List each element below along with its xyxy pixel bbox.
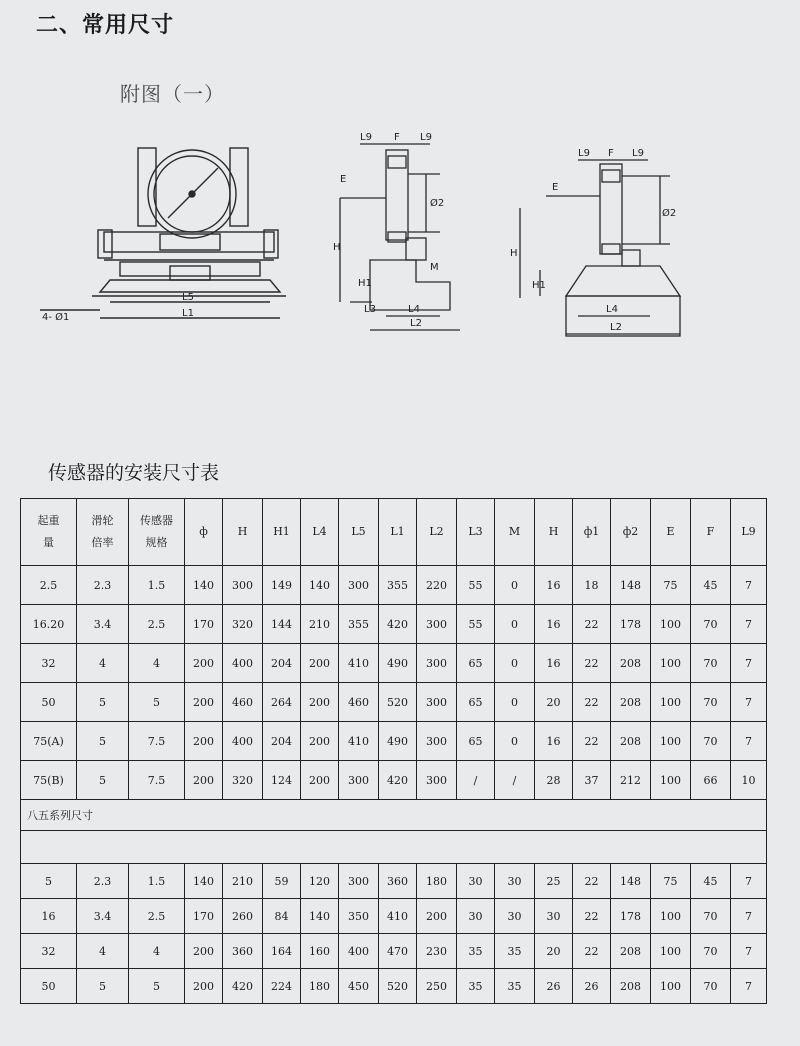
table-cell: 22 [573, 644, 611, 683]
table-cell: 37 [573, 761, 611, 800]
table-cell: 30 [495, 899, 535, 934]
table-cell: 204 [263, 644, 301, 683]
table-cell: 470 [379, 934, 417, 969]
table-row [21, 683, 767, 722]
table-cell: 22 [573, 605, 611, 644]
side1-l9b-label: L9 [420, 132, 432, 143]
table-cell: 410 [379, 899, 417, 934]
table-cell: 210 [301, 605, 339, 644]
table-cell: 0 [495, 644, 535, 683]
table-cell: 300 [223, 566, 263, 605]
table-row [21, 934, 767, 969]
table-cell: 300 [417, 605, 457, 644]
table-cell: 30 [457, 899, 495, 934]
table-cell: 1.5 [129, 566, 185, 605]
table-cell: 18 [573, 566, 611, 605]
table-cell: 520 [379, 969, 417, 1004]
table-cell: 35 [457, 934, 495, 969]
side1-e-label: E [340, 174, 347, 185]
table-cell: 5 [77, 683, 129, 722]
table-cell: 10 [731, 761, 767, 800]
front-l5-label: L5 [182, 292, 194, 303]
table-cell: 20 [535, 683, 573, 722]
table-cell: 50 [21, 683, 77, 722]
header-line2: 量 [43, 536, 54, 549]
table-cell: 490 [379, 644, 417, 683]
side1-l2-label: L2 [410, 318, 422, 329]
front-view [40, 148, 286, 318]
table-cell: 16 [535, 566, 573, 605]
table-cell: 400 [223, 722, 263, 761]
table-cell: 230 [417, 934, 457, 969]
table-cell: 7 [731, 969, 767, 1004]
table-cell: 355 [339, 605, 379, 644]
header-cell: E [651, 499, 691, 566]
blank-cell [21, 831, 767, 864]
table-cell: 26 [535, 969, 573, 1004]
table-cell: 7.5 [129, 761, 185, 800]
table-cell: 7 [731, 566, 767, 605]
header-line1: 起重 [37, 514, 60, 527]
side2-l2-label: L2 [610, 322, 622, 333]
table-cell: 22 [573, 683, 611, 722]
table-cell: 100 [651, 934, 691, 969]
table-cell: 300 [339, 761, 379, 800]
table-cell: 7 [731, 605, 767, 644]
table-cell: 360 [379, 864, 417, 899]
table-cell: 140 [301, 566, 339, 605]
table-cell: 124 [263, 761, 301, 800]
table-cell: 260 [223, 899, 263, 934]
table-row [21, 644, 767, 683]
hole-label: 4- Ø1 [42, 312, 70, 323]
table-cell: 178 [611, 899, 651, 934]
table-cell: 420 [379, 605, 417, 644]
table-body [21, 566, 767, 1004]
table-cell: 520 [379, 683, 417, 722]
header-line1: 传感器 [140, 514, 173, 527]
header-line1: 滑轮 [91, 514, 114, 527]
header-cell: L4 [301, 499, 339, 566]
table-cell: 70 [691, 722, 731, 761]
side2-h1-label: H1 [532, 280, 546, 291]
header-cell: L5 [339, 499, 379, 566]
table-cell: 3.4 [77, 899, 129, 934]
side1-f-label: F [394, 132, 400, 143]
table-cell: 7 [731, 899, 767, 934]
table-cell: 35 [495, 934, 535, 969]
table-cell: 210 [223, 864, 263, 899]
side-view-1 [340, 144, 460, 330]
table-cell: 200 [417, 899, 457, 934]
table-cell: 208 [611, 969, 651, 1004]
side2-e-label: E [552, 182, 559, 193]
table-cell: 264 [263, 683, 301, 722]
table-cell: 7.5 [129, 722, 185, 761]
table-cell: 16.20 [21, 605, 77, 644]
table-cell: 65 [457, 644, 495, 683]
table-cell: 35 [457, 969, 495, 1004]
table-cell: 84 [263, 899, 301, 934]
table-cell: 70 [691, 683, 731, 722]
table-cell: 2.5 [21, 566, 77, 605]
table-cell: 66 [691, 761, 731, 800]
table-cell: 7 [731, 683, 767, 722]
table-cell: 5 [129, 683, 185, 722]
side1-l4-label: L4 [408, 304, 420, 315]
table-cell: 70 [691, 605, 731, 644]
header-cell: ф2 [611, 499, 651, 566]
table-cell: 75 [651, 864, 691, 899]
table-cell: 144 [263, 605, 301, 644]
table-cell: / [457, 761, 495, 800]
side1-h1-label: H1 [358, 278, 372, 289]
table-cell: 200 [185, 969, 223, 1004]
side2-l9-label: L9 [578, 148, 590, 159]
table-cell: 208 [611, 722, 651, 761]
table-cell: 5 [77, 761, 129, 800]
table-cell: 212 [611, 761, 651, 800]
table-cell: 140 [301, 899, 339, 934]
table-cell: 360 [223, 934, 263, 969]
header-cell [21, 499, 77, 566]
table-cell: 120 [301, 864, 339, 899]
table-cell: 70 [691, 899, 731, 934]
table-cell: 140 [185, 864, 223, 899]
table-cell: 7 [731, 934, 767, 969]
series-title-row [21, 800, 767, 831]
table-cell: 170 [185, 899, 223, 934]
side2-h-label: H [510, 248, 518, 259]
dimension-table [20, 498, 767, 1004]
table-cell: 300 [417, 761, 457, 800]
table-cell: 420 [379, 761, 417, 800]
table-cell: 32 [21, 644, 77, 683]
side1-l3-label: L3 [364, 304, 376, 315]
side1-h-label: H [333, 242, 341, 253]
table-cell: 4 [77, 644, 129, 683]
table-cell: 5 [77, 722, 129, 761]
table-cell: 100 [651, 969, 691, 1004]
table-cell: 410 [339, 722, 379, 761]
technical-drawing [0, 120, 800, 360]
table-cell: 2.3 [77, 864, 129, 899]
side2-f-label: F [608, 148, 614, 159]
header-cell: F [691, 499, 731, 566]
table-cell: 0 [495, 722, 535, 761]
header-cell [129, 499, 185, 566]
table-cell: 70 [691, 934, 731, 969]
table-cell: 460 [223, 683, 263, 722]
table-cell: 200 [185, 761, 223, 800]
table-cell: 300 [417, 722, 457, 761]
table-cell: 1.5 [129, 864, 185, 899]
table-cell: 148 [611, 566, 651, 605]
table-cell: 50 [21, 969, 77, 1004]
table-cell: 200 [185, 644, 223, 683]
header-cell: L9 [731, 499, 767, 566]
side1-m-label: M [430, 262, 439, 273]
front-l1-label: L1 [182, 308, 194, 319]
table-cell: 4 [129, 934, 185, 969]
table-row [21, 864, 767, 899]
table-cell: 224 [263, 969, 301, 1004]
table-cell: 2.3 [77, 566, 129, 605]
table-cell: 208 [611, 683, 651, 722]
table-cell: 100 [651, 644, 691, 683]
table-cell: 25 [535, 864, 573, 899]
table-cell: 200 [185, 722, 223, 761]
header-cell: ф1 [573, 499, 611, 566]
header-cell: M [495, 499, 535, 566]
table-cell: 400 [223, 644, 263, 683]
table-cell: 30 [495, 864, 535, 899]
table-cell: 3.4 [77, 605, 129, 644]
blank-row [21, 831, 767, 864]
table-cell: 148 [611, 864, 651, 899]
table-cell: 5 [21, 864, 77, 899]
table-cell: 2.5 [129, 605, 185, 644]
table-cell: 45 [691, 566, 731, 605]
table-row [21, 969, 767, 1004]
table-cell: 4 [77, 934, 129, 969]
table-cell: 22 [573, 722, 611, 761]
table-cell: 149 [263, 566, 301, 605]
table-cell: 180 [301, 969, 339, 1004]
table-cell: 490 [379, 722, 417, 761]
side1-phi2-label: Ø2 [430, 198, 445, 209]
table-cell: 55 [457, 566, 495, 605]
table-cell: 200 [301, 761, 339, 800]
table-cell: 75(A) [21, 722, 77, 761]
table-cell: 0 [495, 605, 535, 644]
table-caption: 传感器的安装尺寸表 [48, 462, 220, 484]
table-cell: 410 [339, 644, 379, 683]
table-cell: 22 [573, 934, 611, 969]
side2-phi2-label: Ø2 [662, 208, 677, 219]
table-cell: 100 [651, 722, 691, 761]
table-cell: 22 [573, 899, 611, 934]
table-cell: 170 [185, 605, 223, 644]
table-cell: 300 [339, 566, 379, 605]
table-header-row [21, 499, 767, 566]
table-cell: 28 [535, 761, 573, 800]
table-cell: 320 [223, 761, 263, 800]
table-cell: 450 [339, 969, 379, 1004]
table-cell: 45 [691, 864, 731, 899]
table-cell: 65 [457, 683, 495, 722]
table-row [21, 722, 767, 761]
header-cell: L1 [379, 499, 417, 566]
table-cell: 300 [417, 683, 457, 722]
side2-l4-label: L4 [606, 304, 618, 315]
table-cell: 75(B) [21, 761, 77, 800]
table-cell: 200 [301, 722, 339, 761]
table-cell: 30 [457, 864, 495, 899]
header-line2: 倍率 [91, 536, 114, 549]
table-cell: 32 [21, 934, 77, 969]
header-cell: H [223, 499, 263, 566]
figure-caption: 附图（一） [120, 82, 225, 106]
table-cell: 5 [77, 969, 129, 1004]
table-cell: 164 [263, 934, 301, 969]
header-cell [77, 499, 129, 566]
side1-l9-label: L9 [360, 132, 372, 143]
table-cell: 100 [651, 605, 691, 644]
header-line2: 规格 [145, 536, 168, 549]
table-cell: 35 [495, 969, 535, 1004]
table-cell: 420 [223, 969, 263, 1004]
header-cell: L2 [417, 499, 457, 566]
table-cell: 140 [185, 566, 223, 605]
table-cell: 7 [731, 722, 767, 761]
table-cell: 16 [21, 899, 77, 934]
table-cell: 200 [185, 683, 223, 722]
table-cell: 16 [535, 605, 573, 644]
table-cell: 2.5 [129, 899, 185, 934]
table-cell: 204 [263, 722, 301, 761]
table-cell: 75 [651, 566, 691, 605]
table-cell: 100 [651, 683, 691, 722]
table-cell: 180 [417, 864, 457, 899]
table-cell: 0 [495, 566, 535, 605]
table-cell: 30 [535, 899, 573, 934]
side-view-2 [520, 160, 680, 336]
table-cell: 300 [417, 644, 457, 683]
table-cell: 350 [339, 899, 379, 934]
header-cell: H1 [263, 499, 301, 566]
table-cell: 200 [185, 934, 223, 969]
table-cell: 220 [417, 566, 457, 605]
table-cell: 400 [339, 934, 379, 969]
table-cell: 208 [611, 644, 651, 683]
table-cell: 16 [535, 722, 573, 761]
table-cell: 59 [263, 864, 301, 899]
table-cell: 4 [129, 644, 185, 683]
header-cell: ф [185, 499, 223, 566]
table-cell: 55 [457, 605, 495, 644]
table-cell: 250 [417, 969, 457, 1004]
series-title: 八五系列尺寸 [21, 800, 767, 831]
header-cell: L3 [457, 499, 495, 566]
table-cell: 70 [691, 969, 731, 1004]
table-cell: 7 [731, 864, 767, 899]
table-cell: 100 [651, 899, 691, 934]
table-cell: 5 [129, 969, 185, 1004]
table-cell: 65 [457, 722, 495, 761]
table-cell: 208 [611, 934, 651, 969]
table-cell: 200 [301, 644, 339, 683]
table-cell: 320 [223, 605, 263, 644]
table-cell: 16 [535, 644, 573, 683]
table-cell: 300 [339, 864, 379, 899]
table-cell: 355 [379, 566, 417, 605]
table-cell: 0 [495, 683, 535, 722]
table-cell: / [495, 761, 535, 800]
table-row [21, 605, 767, 644]
header-cell: H [535, 499, 573, 566]
table-row [21, 761, 767, 800]
table-row [21, 899, 767, 934]
table-cell: 20 [535, 934, 573, 969]
table-cell: 22 [573, 864, 611, 899]
table-cell: 460 [339, 683, 379, 722]
table-cell: 200 [301, 683, 339, 722]
table-cell: 100 [651, 761, 691, 800]
side2-l9b-label: L9 [632, 148, 644, 159]
section-title: 二、常用尺寸 [36, 13, 175, 38]
table-cell: 178 [611, 605, 651, 644]
table-row [21, 566, 767, 605]
table-cell: 70 [691, 644, 731, 683]
table-cell: 26 [573, 969, 611, 1004]
table-cell: 7 [731, 644, 767, 683]
table-cell: 160 [301, 934, 339, 969]
